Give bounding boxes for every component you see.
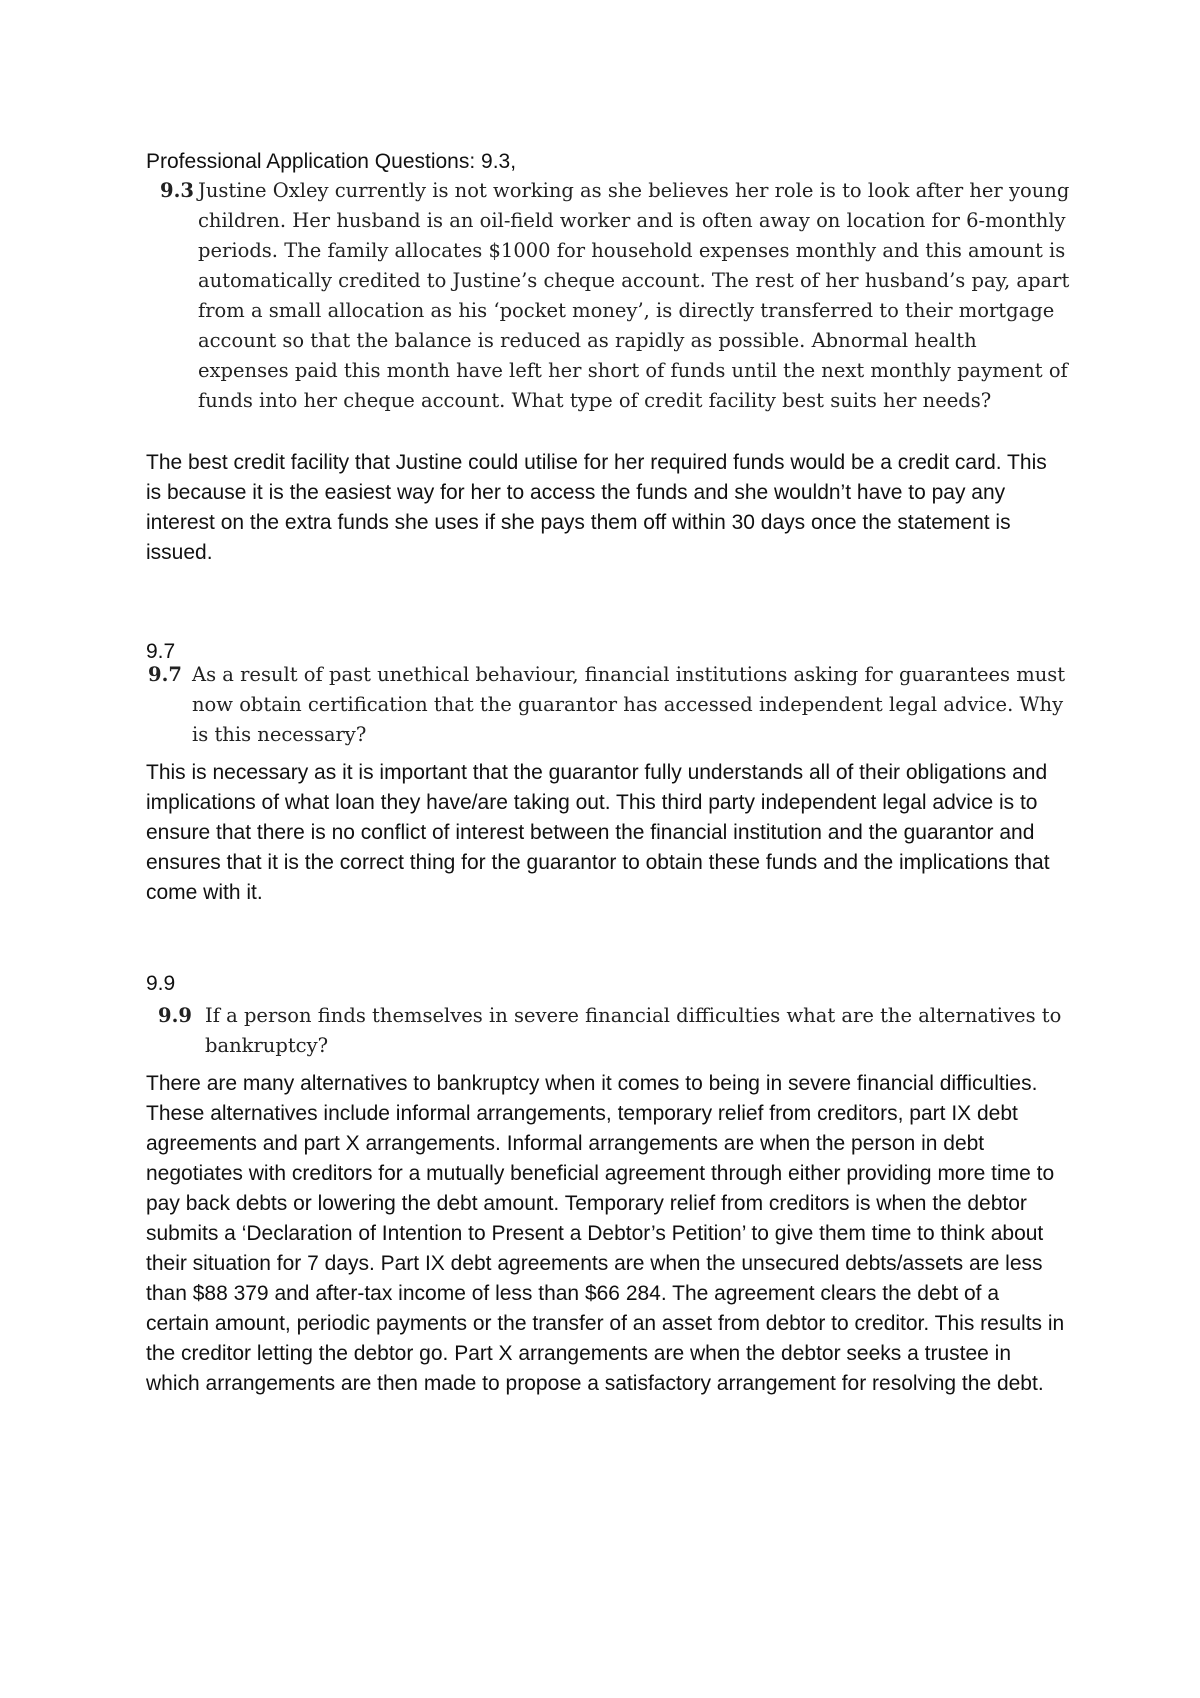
question-9-9	[158, 1001, 1063, 1061]
document-heading: Professional Application Questions: 9.3,	[146, 150, 517, 173]
answer-9-9: There are many alternatives to bankruptcy when it comes to being in severe financial difficulties. These alternatives include informal arrangements, temporary relief from creditors, part IX debt agreements and part X arrangements. Informal arrangements are when the person in debt negotiates with creditors for a mutually beneficial agreement through either providing more time to pay back debts or lowering the debt amount. Temporary relief from creditors is when the debtor submits a ‘Declaration of Intention to Present a Debtor’s Petition’ to give them time to think about their situation for 7 days. Part IX debt agreements are when the unsecured debts/assets are less than $88 379 and after-tax income of less than $66 284. The agreement clears the debt of a certain amount, periodic payments or the transfer of an asset from debtor to creditor. This results in the creditor letting the debtor go. Part X arrangements are when the debtor seeks a trustee in which arrangements are then made to propose a satisfactory arrangement for resolving the debt.	[146, 1072, 1065, 1395]
question-9-3	[160, 176, 1070, 416]
question-number: 9.7	[148, 663, 182, 686]
question-number: 9.3	[160, 179, 194, 202]
question-text: As a result of past unethical behaviour, financial institutions asking for guarantees must now obtain certification that the guarantor has accessed independent legal advice. Why is this necessary?	[192, 663, 1066, 746]
answer-9-7: This is necessary as it is important that the guarantor fully understands all of their obligations and implications of what loan they have/are taking out. This third party independent legal advice is to ensure that there is no conflict of interest between the financial institution and the guarantor and ensures that it is the correct thing for the guarantor to obtain these funds and the implications that come with it.	[146, 761, 1050, 904]
question-9-7	[148, 660, 1073, 750]
answer-9-3: The best credit facility that Justine could utilise for her required funds would be a credit card. This is because it is the easiest way for her to access the funds and she wouldn’t have to pay any interest on the extra funds she uses if she pays them off within 30 days once the statement is issued.	[146, 451, 1047, 564]
question-text: If a person finds themselves in severe financial difficulties what are the alternatives to bankruptcy?	[205, 1004, 1062, 1057]
question-text: Justine Oxley currently is not working as she believes her role is to look after her young children. Her husband is an oil-field worker and is often away on location for 6-monthly periods. The family allocates $1000 for household expenses monthly and this amount is automatically credited to Justine’s cheque account. The rest of her husband’s pay, apart from a small allocation as his ‘pocket money’, is directly transferred to their mortgage account so that the balance is reduced as rapidly as possible. Abnormal health expenses paid this month have left her short of funds until the next monthly payment of funds into her cheque account. What type of credit facility best suits her needs?	[198, 179, 1070, 412]
question-number: 9.9	[158, 1004, 192, 1027]
section-label-9-9: 9.9	[146, 972, 176, 995]
section-label-9-7: 9.7	[146, 640, 176, 663]
